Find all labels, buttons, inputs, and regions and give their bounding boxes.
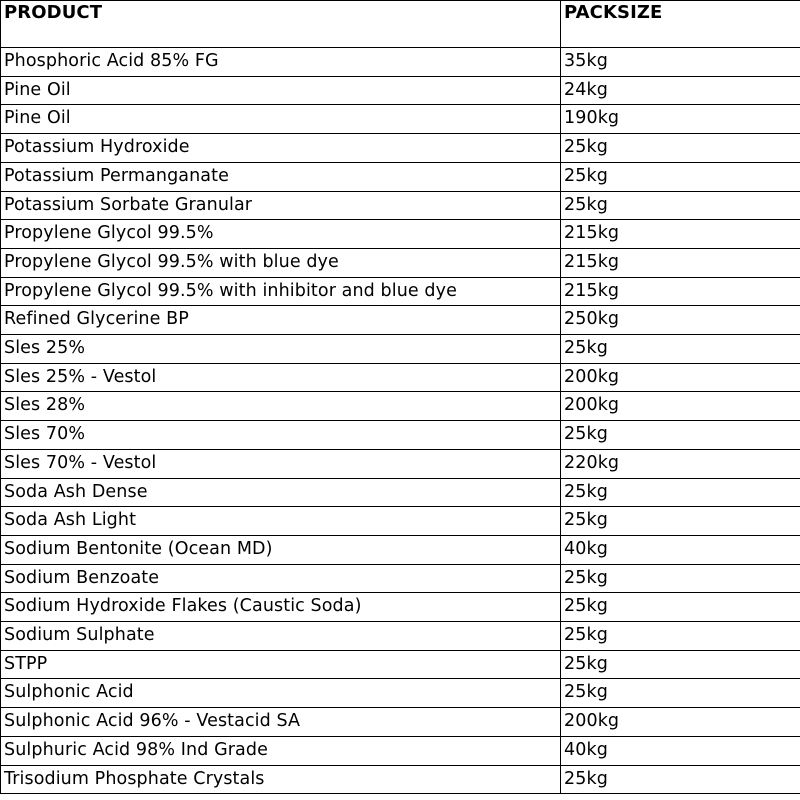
- table-row: [1, 421, 800, 450]
- product-cell: Sulphuric Acid 98% Ind Grade: [1, 736, 561, 765]
- product-cell: Sles 70% - Vestol: [1, 449, 561, 478]
- product-cell: Sodium Sulphate: [1, 622, 561, 651]
- packsize-cell: 190kg: [561, 105, 800, 134]
- table-row: [1, 363, 800, 392]
- table-row: [1, 277, 800, 306]
- product-cell: Soda Ash Dense: [1, 478, 561, 507]
- table-row: [1, 105, 800, 134]
- packsize-cell: 25kg: [561, 622, 800, 651]
- packsize-cell: 220kg: [561, 449, 800, 478]
- product-cell: Sles 28%: [1, 392, 561, 421]
- table-row: [1, 708, 800, 737]
- product-cell: Potassium Hydroxide: [1, 134, 561, 163]
- table-header: [1, 1, 800, 48]
- product-cell: Sodium Hydroxide Flakes (Caustic Soda): [1, 593, 561, 622]
- table-row: [1, 76, 800, 105]
- packsize-cell: 200kg: [561, 708, 800, 737]
- packsize-cell: 25kg: [561, 335, 800, 364]
- product-cell: Soda Ash Light: [1, 507, 561, 536]
- product-cell: Sles 25%: [1, 335, 561, 364]
- product-cell: Propylene Glycol 99.5%: [1, 220, 561, 249]
- table-row: [1, 507, 800, 536]
- table-row: [1, 622, 800, 651]
- table-row: [1, 736, 800, 765]
- table-row: [1, 335, 800, 364]
- product-cell: Pine Oil: [1, 105, 561, 134]
- packsize-cell: 25kg: [561, 507, 800, 536]
- packsize-cell: 40kg: [561, 535, 800, 564]
- table-row: [1, 765, 800, 794]
- table-row: [1, 162, 800, 191]
- packsize-cell: 25kg: [561, 191, 800, 220]
- table-row: [1, 679, 800, 708]
- packsize-cell: 215kg: [561, 220, 800, 249]
- product-cell: Phosphoric Acid 85% FG: [1, 48, 561, 77]
- product-cell: STPP: [1, 650, 561, 679]
- packsize-cell: 250kg: [561, 306, 800, 335]
- packsize-cell: 40kg: [561, 736, 800, 765]
- packsize-cell: 24kg: [561, 76, 800, 105]
- table-row: [1, 392, 800, 421]
- table-row: [1, 248, 800, 277]
- product-cell: Refined Glycerine BP: [1, 306, 561, 335]
- packsize-cell: 25kg: [561, 162, 800, 191]
- table-row: [1, 593, 800, 622]
- product-cell: Pine Oil: [1, 76, 561, 105]
- packsize-cell: 25kg: [561, 650, 800, 679]
- product-cell: Sodium Bentonite (Ocean MD): [1, 535, 561, 564]
- product-cell: Propylene Glycol 99.5% with inhibitor and blue dye: [1, 277, 561, 306]
- packsize-cell: 25kg: [561, 593, 800, 622]
- product-cell: Sles 70%: [1, 421, 561, 450]
- packsize-cell: 25kg: [561, 134, 800, 163]
- table-row: [1, 306, 800, 335]
- product-cell: Potassium Permanganate: [1, 162, 561, 191]
- packsize-cell: 200kg: [561, 392, 800, 421]
- table-row: [1, 478, 800, 507]
- product-cell: Sles 25% - Vestol: [1, 363, 561, 392]
- packsize-cell: 25kg: [561, 679, 800, 708]
- table-body: [1, 48, 800, 794]
- product-cell: Trisodium Phosphate Crystals: [1, 765, 561, 794]
- product-cell: Propylene Glycol 99.5% with blue dye: [1, 248, 561, 277]
- table-row: [1, 48, 800, 77]
- packsize-cell: 215kg: [561, 277, 800, 306]
- packsize-cell: 25kg: [561, 564, 800, 593]
- header-packsize: PACKSIZE: [561, 1, 800, 48]
- packsize-cell: 215kg: [561, 248, 800, 277]
- packsize-cell: 35kg: [561, 48, 800, 77]
- table-row: [1, 191, 800, 220]
- table-row: [1, 535, 800, 564]
- product-cell: Sulphonic Acid 96% - Vestacid SA: [1, 708, 561, 737]
- product-cell: Sulphonic Acid: [1, 679, 561, 708]
- table-row: [1, 449, 800, 478]
- packsize-cell: 25kg: [561, 765, 800, 794]
- table-row: [1, 564, 800, 593]
- product-cell: Potassium Sorbate Granular: [1, 191, 561, 220]
- packsize-cell: 25kg: [561, 421, 800, 450]
- packsize-cell: 25kg: [561, 478, 800, 507]
- header-row: [1, 1, 800, 48]
- table-row: [1, 134, 800, 163]
- packsize-cell: 200kg: [561, 363, 800, 392]
- header-product: PRODUCT: [1, 1, 561, 48]
- table-row: [1, 650, 800, 679]
- table-row: [1, 220, 800, 249]
- product-cell: Sodium Benzoate: [1, 564, 561, 593]
